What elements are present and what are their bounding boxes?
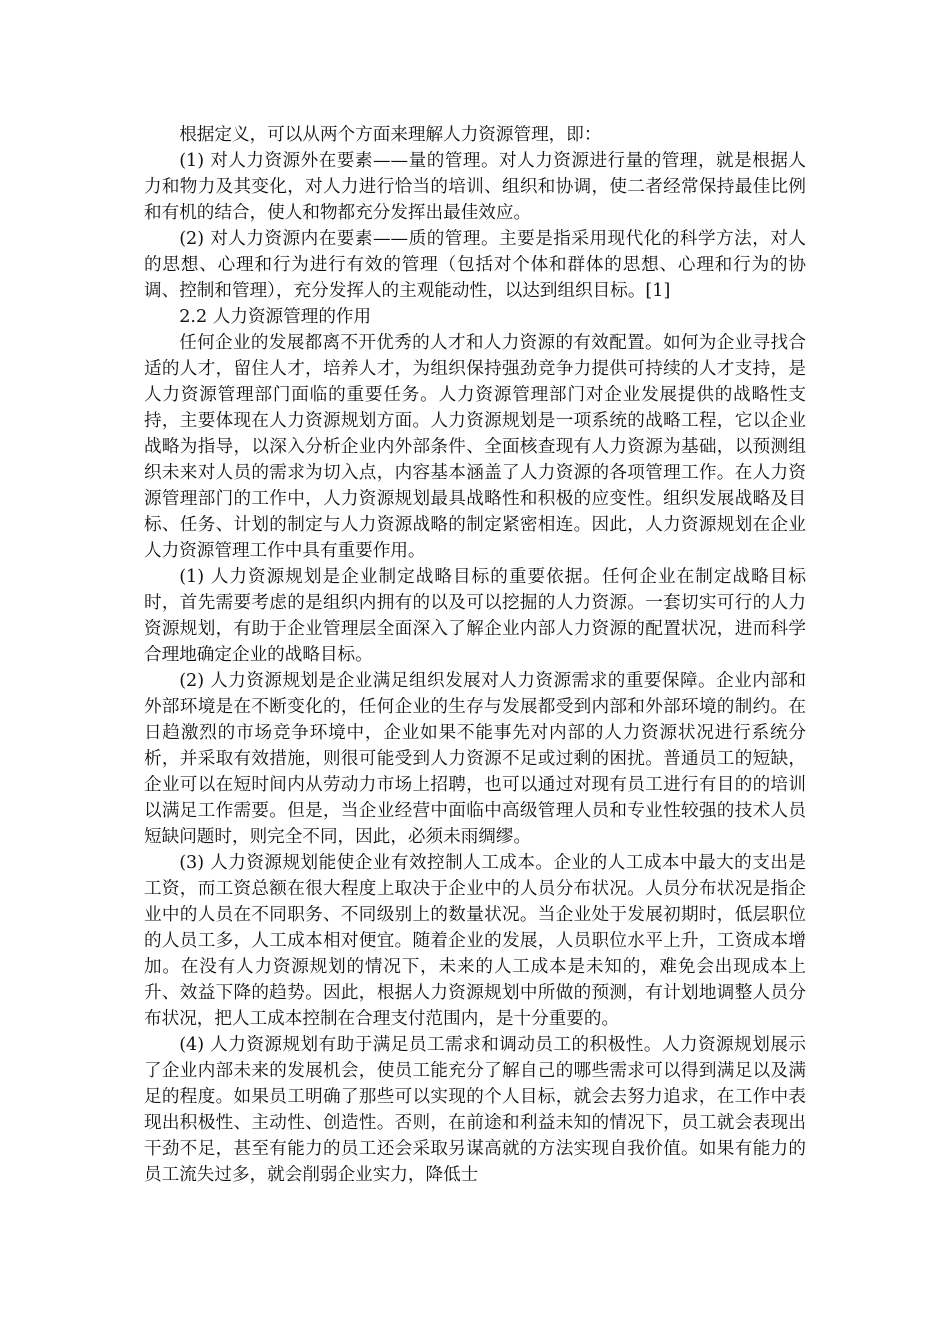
paragraph-point-2: (2) 人力资源规划是企业满足组织发展对人力资源需求的重要保障。企业内部和外部环境是在不断变化的，任何企业的生存与发展都受到内部和外部环境的制约。在日趋激烈的市场竞争环境中，企业如果不能事先对内部的人力资源状况进行系统分析，并采取有效措施，则很可能受到人力资源不足或过剩的困扰。普通员工的短缺，企业可以在短时间内从劳动力市场上招聘，也可以通过对现有员工进行有目的的培训以满足工作需要。但是，当企业经营中面临中高级管理人员和专业性较强的技术人员短缺问题时，则完全不同，因此，必须未雨绸缪。	[144, 671, 806, 847]
paragraph-quantity-management: (1) 对人力资源外在要素——量的管理。对人力资源进行量的管理，就是根据人力和物力及其变化，对人力进行恰当的培训、组织和协调，使二者经常保持最佳比例和有机的结合，使人和物都充分发挥出最佳效应。	[144, 151, 806, 223]
paragraph-quality-management: (2) 对人力资源内在要素——质的管理。主要是指采用现代化的科学方法，对人的思想、心理和行为进行有效的管理（包括对个体和群体的思想、心理和行为的协调、控制和管理），充分发挥人的主观能动性，以达到组织目标。[1]	[144, 229, 806, 301]
paragraph-role-overview: 任何企业的发展都离不开优秀的人才和人力资源的有效配置。如何为企业寻找合适的人才，留住人才，培养人才，为组织保持强劲竞争力提供可持续的人才支持，是人力资源管理部门面临的重要任务。人力资源管理部门对企业发展提供的战略性支持，主要体现在人力资源规划方面。人力资源规划是一项系统的战略工程，它以企业战略为指导，以深入分析企业内外部条件、全面核查现有人力资源为基础，以预测组织未来对人员的需求为切入点，内容基本涵盖了人力资源的各项管理工作。在人力资源管理部门的工作中，人力资源规划最具战略性和积极的应变性。组织发展战略及目标、任务、计划的制定与人力资源战略的制定紧密相连。因此，人力资源规划在企业人力资源管理工作中具有重要作用。	[144, 333, 806, 561]
section-heading: 2.2 人力资源管理的作用	[179, 307, 372, 327]
paragraph-point-1: (1) 人力资源规划是企业制定战略目标的重要依据。任何企业在制定战略目标时，首先需要考虑的是组织内拥有的以及可以挖掘的人力资源。一套切实可行的人力资源规划，有助于企业管理层全面深入了解企业内部人力资源的配置状况，进而科学合理地确定企业的战略目标。	[144, 567, 806, 665]
paragraph-point-3: (3) 人力资源规划能使企业有效控制人工成本。企业的人工成本中最大的支出是工资，而工资总额在很大程度上取决于企业中的人员分布状况。人员分布状况是指企业中的人员在不同职务、不同级别上的数量状况。当企业处于发展初期时，低层职位的人员工多，人工成本相对便宜。随着企业的发展，人员职位水平上升，工资成本增加。在没有人力资源规划的情况下，未来的人工成本是未知的，难免会出现成本上升、效益下降的趋势。因此，根据人力资源规划中所做的预测，有计划地调整人员分布状况，把人工成本控制在合理支付范围内，是十分重要的。	[144, 853, 806, 1029]
paragraph-intro: 根据定义，可以从两个方面来理解人力资源管理，即：	[179, 125, 602, 145]
document-body	[144, 122, 806, 1188]
paragraph-point-4: (4) 人力资源规划有助于满足员工需求和调动员工的积极性。人力资源规划展示了企业内部未来的发展机会，使员工能充分了解自己的哪些需求可以得到满足以及满足的程度。如果员工明确了那些可以实现的个人目标，就会去努力追求，在工作中表现出积极性、主动性、创造性。否则，在前途和利益未知的情况下，员工就会表现出干劲不足，甚至有能力的员工还会采取另谋高就的方法实现自我价值。如果有能力的员工流失过多，就会削弱企业实力，降低士	[144, 1035, 806, 1185]
